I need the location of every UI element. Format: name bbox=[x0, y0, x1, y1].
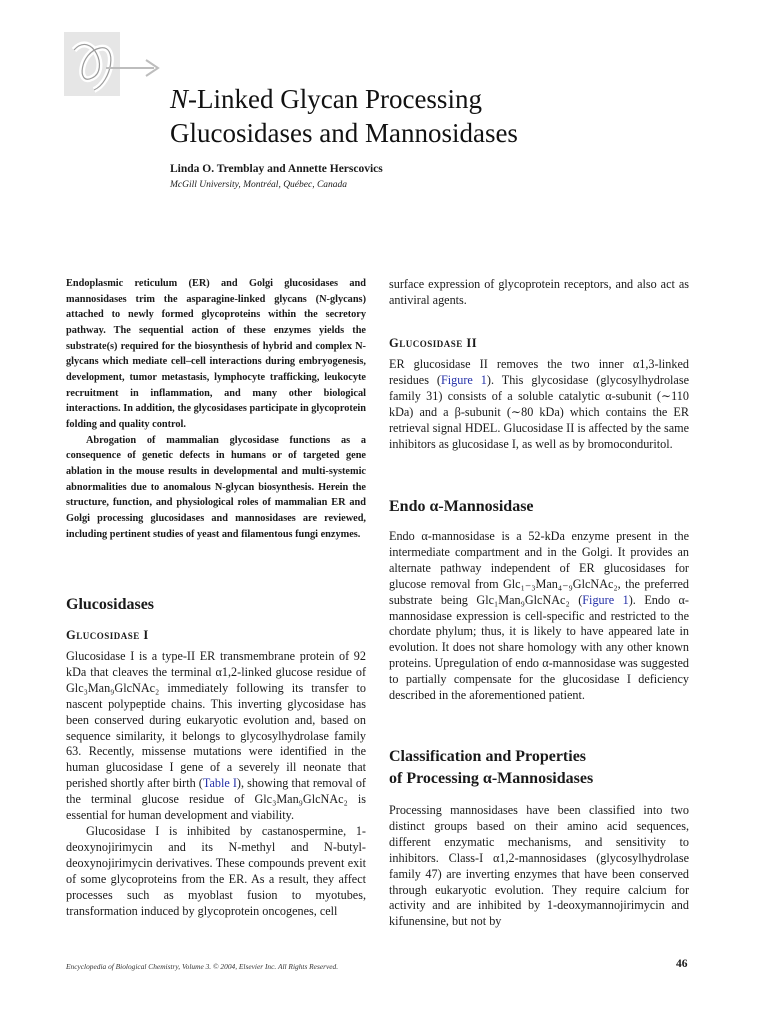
title-line1: -Linked Glycan Processing bbox=[188, 84, 482, 114]
abstract bbox=[66, 276, 366, 542]
page-number: 46 bbox=[676, 958, 688, 970]
section-glucosidases: Glucosidases bbox=[66, 596, 155, 613]
right-continuation bbox=[389, 277, 689, 309]
section-classification bbox=[389, 746, 593, 790]
glucosidase-ii-paragraph bbox=[389, 357, 689, 452]
right-paragraph-0: surface expression of glycoprotein receptors, and also act as antiviral agents. bbox=[389, 277, 689, 307]
molecule-ribbon-icon bbox=[62, 30, 172, 102]
gi-text-a: Glucosidase I is a type-II ER transmembrane protein of 92 kDa that cleaves the terminal α1,2-linked glucose residue of Glc₃Man₉GlcNAc₂ immediately following its transfer to nascent polypeptide chains. This inverting glycosidase has been conserved during eukaryotic evolution and, based on sequence similarity, it belongs to glycosylhydrolase family 63. Recently, missense mutations were identified in the human glucosidase I gene of a severely ill neonate that perished shortly after birth ( bbox=[66, 649, 366, 791]
glucosidase-i-paragraph-2: Glucosidase I is inhibited by castanospermine, 1-deoxynojirimycin and its N-methyl and N-butyl-deoxynojirimycin derivatives. These compounds prevent exit of some glycoproteins from the ER. As a result, they affect processes such as myoblast fusion to myotubes, transformation induced by glycoprotein oncogenes, cell bbox=[66, 823, 366, 918]
figure-1-link-2[interactable]: Figure 1 bbox=[582, 592, 629, 607]
abstract-paragraph-2: Abrogation of mammalian glycosidase functions as a consequence of genetic defects in humans or of targeted gene ablation in the mouse results in developmental and multi-systemic abnormalities due to anomalous N-glycan biosynthesis. Herein the structure, function, and physiological roles of mammalian ER and Golgi processing glucosidases and mannosidases are reviewed, including pertinent studies of yeast and filamentous fungi enzymes. bbox=[66, 434, 366, 540]
title-italic-n: N bbox=[170, 84, 189, 114]
endo-body bbox=[389, 529, 689, 704]
title-line2: Glucosidases and Mannosidases bbox=[170, 118, 518, 148]
authors: Linda O. Tremblay and Annette Herscovics bbox=[170, 163, 383, 175]
gi-text-b: ), showing that removal of the terminal glucose residue of Glc₃Man₉GlcNAc₂ is essential for human development and viability. bbox=[66, 776, 366, 823]
classification-line-1: Classification and Properties bbox=[389, 748, 587, 765]
classification-line-2: of Processing α-Mannosidases bbox=[389, 770, 594, 787]
abstract-paragraph-1: Endoplasmic reticulum (ER) and Golgi glucosidases and mannosidases trim the asparagine-linked glycans (N-glycans) attached to newly formed glycoproteins within the secretory pathway. The sequential action of these enzymes yields the substrate(s) required for the biosynthesis of hybrid and complex N-glycans which mediate cell–cell interactions during embryogenesis, development, tumor metastasis, lymphocyte trafficking, leukocyte recruitment in inflammation, and many other biological interactions. In addition, the glycosidases participate in glycoprotein folding and quality control. bbox=[66, 278, 366, 430]
gii-text-b: ). This glycosidase (glycosylhydrolase family 31) consists of a soluble catalytic α-subunit (∼110 kDa) and a β-subunit (∼80 kDa) which contains the ER retrieval signal HDEL. Glucosidase II is affected by the same inhibitors as glucosidase I, as well as by bromoconduritol. bbox=[389, 372, 689, 451]
subsection-glucosidase-i: Glucosidase I bbox=[66, 628, 149, 642]
classification-paragraph: Processing mannosidases have been classified into two distinct groups based on their amino acid sequences, different enzymatic mechanisms, and sensitivity to inhibitors. Class-I α1,2-mannosidases (glycosylhydrolase family 47) are inverting enzymes that have been conserved through eukaryotic evolution. They require calcium for activity and are inhibited by 1-deoxymannojirimycin and kifunensine, but not by bbox=[389, 803, 689, 929]
classification-body bbox=[389, 803, 689, 930]
table-1-link[interactable]: Table I bbox=[202, 776, 237, 791]
citation-footer: Encyclopedia of Biological Chemistry, Volume 3. © 2004, Elsevier Inc. All Rights Reserved. bbox=[66, 962, 339, 971]
glucosidase-ii-body bbox=[389, 357, 689, 452]
section-endo-mannosidase: Endo α-Mannosidase bbox=[389, 498, 534, 515]
glucosidase-i-paragraph-1 bbox=[66, 649, 366, 824]
affiliation: McGill University, Montréal, Québec, Canada bbox=[170, 180, 348, 190]
endo-text-a: Endo α-mannosidase is a 52-kDa enzyme present in the intermediate compartment and in the Golgi. It provides an alternate pathway independent of ER glucosidases for glucose removal from Glc₁₋₃Man₄₋₉GlcNAc₂, the preferred substrate being Glc₁Man₉GlcNAc₂ ( bbox=[389, 529, 689, 607]
glucosidase-i-body bbox=[66, 649, 366, 919]
subsection-glucosidase-ii: Glucosidase II bbox=[389, 336, 478, 350]
figure-1-link[interactable]: Figure 1 bbox=[440, 372, 487, 387]
gii-text-a: ER glucosidase II removes the two inner α1,3-linked residues ( bbox=[389, 357, 689, 387]
article-title bbox=[170, 82, 730, 150]
endo-paragraph bbox=[389, 529, 689, 704]
endo-text-b: ). Endo α-mannosidase expression is cell-specific and restricted to the chordate phylum; thus, it is likely to have appeared late in evolution. It does not share homology with any other known proteins. Upregulation of endo α-mannosidase was suggested to partially compensate for the glucosidase I deficiency described in the aforementioned patient. bbox=[389, 592, 689, 703]
